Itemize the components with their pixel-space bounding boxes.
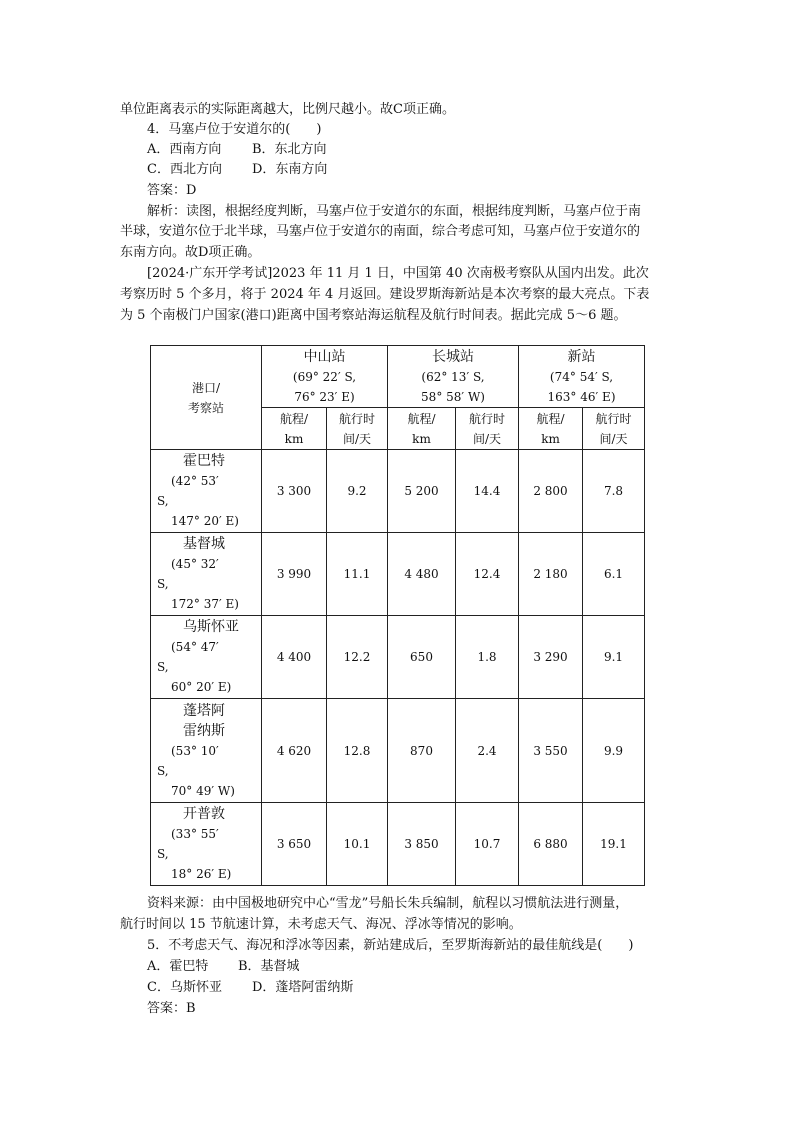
table-row bbox=[151, 616, 645, 699]
answer: 答案：B bbox=[147, 1001, 196, 1016]
value-cell: 12.4 bbox=[456, 533, 519, 616]
port-cell: 霍巴特 (42° 53′ S, 147° 20′ E) bbox=[151, 450, 262, 533]
corner-header bbox=[151, 346, 262, 450]
value-cell: 3 290 bbox=[519, 616, 583, 699]
value-cell: 4 480 bbox=[388, 533, 456, 616]
distance-header: 航程/ km bbox=[388, 408, 456, 450]
source-line: 航行时间以 15 节航速计算，未考虑天气、海况、浮冰等情况的影响。 bbox=[120, 917, 522, 932]
value-cell: 4 400 bbox=[262, 616, 327, 699]
corner-label: 考察站 bbox=[187, 400, 224, 415]
distance-header: 航程/ km bbox=[519, 408, 583, 450]
value-cell: 10.7 bbox=[456, 803, 519, 886]
option-a: A．霍巴特 bbox=[147, 959, 209, 974]
station-coord: (69° 22′ S, bbox=[292, 369, 357, 384]
value-cell: 3 850 bbox=[388, 803, 456, 886]
option-b: B．基督城 bbox=[238, 959, 300, 974]
question-4: 4．马塞卢位于安道尔的( ) bbox=[147, 122, 322, 137]
time-header: 航行时 间/天 bbox=[456, 408, 519, 450]
table-row bbox=[151, 533, 645, 616]
source-line: 资料来源：由中国极地研究中心“雪龙”号船长朱兵编制，航程以习惯航法进行测量， bbox=[147, 896, 629, 911]
station-name: 新站 bbox=[567, 348, 596, 365]
value-cell: 9.2 bbox=[327, 450, 388, 533]
value-cell: 7.8 bbox=[583, 450, 645, 533]
station-name: 长城站 bbox=[432, 348, 474, 365]
value-cell: 5 200 bbox=[388, 450, 456, 533]
time-header: 航行时 间/天 bbox=[583, 408, 645, 450]
time-header: 航行时 间/天 bbox=[327, 408, 388, 450]
value-cell: 3 300 bbox=[262, 450, 327, 533]
explanation-line: 解析：读图，根据经度判断，马塞卢位于安道尔的东面，根据纬度判断，马塞卢位于南 bbox=[147, 204, 642, 219]
intro-line: 为 5 个南极门户国家(港口)距离中国考察站海运航程及航行时间表。据此完成 5～6 题。 bbox=[120, 308, 627, 323]
option-c: C．西北方向 bbox=[147, 162, 222, 177]
value-cell: 3 990 bbox=[262, 533, 327, 616]
station-coord: 76° 23′ E) bbox=[294, 389, 355, 404]
value-cell: 6.1 bbox=[583, 533, 645, 616]
text-line: 单位距离表示的实际距离越大，比例尺越小。故C项正确。 bbox=[120, 102, 455, 117]
value-cell: 870 bbox=[388, 699, 456, 803]
value-cell: 2 800 bbox=[519, 450, 583, 533]
intro-line: 考察历时 5 个多月，将于 2024 年 4 月返回。建设罗斯海新站是本次考察的最大亮点。下表 bbox=[120, 287, 650, 302]
value-cell: 9.9 bbox=[583, 699, 645, 803]
corner-label: 港口/ bbox=[191, 380, 221, 395]
value-cell: 9.1 bbox=[583, 616, 645, 699]
explanation-line: 半球，安道尔位于北半球，马塞卢位于安道尔的南面，综合考虑可知，马塞卢位于安道尔的 bbox=[120, 224, 641, 239]
port-cell: 基督城 (45° 32′ S, 172° 37′ E) bbox=[151, 533, 262, 616]
option-d: D．蓬塔阿雷纳斯 bbox=[252, 980, 354, 995]
value-cell: 650 bbox=[388, 616, 456, 699]
value-cell: 4 620 bbox=[262, 699, 327, 803]
option-a: A．西南方向 bbox=[147, 142, 222, 157]
distance-header: 航程/ km bbox=[262, 408, 327, 450]
station-coord: 58° 58′ W) bbox=[421, 389, 485, 404]
table-row bbox=[151, 450, 645, 533]
explanation-line: 东南方向。故D项正确。 bbox=[120, 245, 261, 260]
station-name: 中山站 bbox=[303, 348, 346, 365]
station-coord: (62° 13′ S, bbox=[421, 369, 485, 384]
question-5: 5．不考虑天气、海况和浮冰等因素，新站建成后，至罗斯海新站的最佳航线是( ) bbox=[147, 938, 634, 953]
port-cell: 开普敦 (33° 55′ S, 18° 26′ E) bbox=[151, 803, 262, 886]
port-cell: 乌斯怀亚 (54° 47′ S, 60° 20′ E) bbox=[151, 616, 262, 699]
station-header bbox=[519, 346, 645, 408]
table-row bbox=[151, 803, 645, 886]
value-cell: 1.8 bbox=[456, 616, 519, 699]
value-cell: 2.4 bbox=[456, 699, 519, 803]
port-cell: 蓬塔阿 雷纳斯 (53° 10′ S, 70° 49′ W) bbox=[151, 699, 262, 803]
option-b: B．东北方向 bbox=[252, 142, 327, 157]
intro-line: [2024·广东开学考试]2023 年 11 月 1 日，中国第 40 次南极考察队从国内出发。此次 bbox=[147, 266, 649, 281]
option-d: D．东南方向 bbox=[252, 162, 328, 177]
value-cell: 6 880 bbox=[519, 803, 583, 886]
voyage-table bbox=[150, 345, 645, 886]
value-cell: 11.1 bbox=[327, 533, 388, 616]
value-cell: 12.8 bbox=[327, 699, 388, 803]
value-cell: 3 650 bbox=[262, 803, 327, 886]
value-cell: 2 180 bbox=[519, 533, 583, 616]
value-cell: 10.1 bbox=[327, 803, 388, 886]
value-cell: 3 550 bbox=[519, 699, 583, 803]
value-cell: 19.1 bbox=[583, 803, 645, 886]
station-header bbox=[262, 346, 388, 408]
option-c: C．乌斯怀亚 bbox=[147, 980, 222, 995]
station-coord: 163° 46′ E) bbox=[547, 389, 616, 404]
station-coord: (74° 54′ S, bbox=[549, 369, 614, 384]
table-row bbox=[151, 699, 645, 803]
value-cell: 14.4 bbox=[456, 450, 519, 533]
answer: 答案：D bbox=[147, 183, 197, 198]
station-header bbox=[388, 346, 519, 408]
value-cell: 12.2 bbox=[327, 616, 388, 699]
